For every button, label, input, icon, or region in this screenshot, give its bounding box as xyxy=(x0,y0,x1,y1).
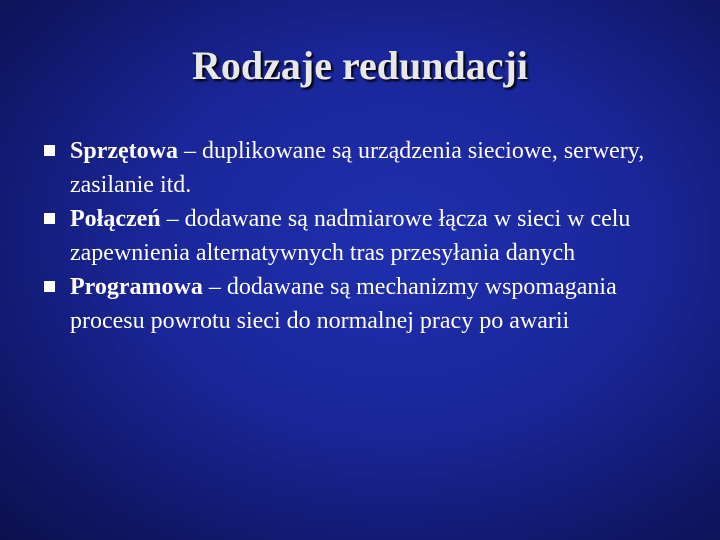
bullet-item-programowa xyxy=(44,270,684,338)
bullet-term: Połączeń xyxy=(70,206,161,232)
bullet-item-sprzetowa xyxy=(44,134,684,202)
square-bullet-icon xyxy=(44,213,55,224)
bullet-text: – dodawane są nadmiarowe łącza w sieci w celu zapewnienia alternatywnych tras przesyłania danych xyxy=(70,206,631,266)
bullet-item-polaczen xyxy=(44,202,684,270)
bullet-text: – duplikowane są urządzenia sieciowe, serwery, zasilanie itd. xyxy=(70,138,645,198)
bullet-term: Sprzętowa xyxy=(70,138,178,164)
square-bullet-icon xyxy=(44,145,55,156)
square-bullet-icon xyxy=(44,281,55,292)
bullet-term: Programowa xyxy=(70,274,203,300)
bullet-list xyxy=(44,134,684,338)
bullet-text: – dodawane są mechanizmy wspomagania procesu powrotu sieci do normalnej pracy po awarii xyxy=(70,274,617,334)
slide-title: Rodzaje redundacji xyxy=(192,43,528,88)
